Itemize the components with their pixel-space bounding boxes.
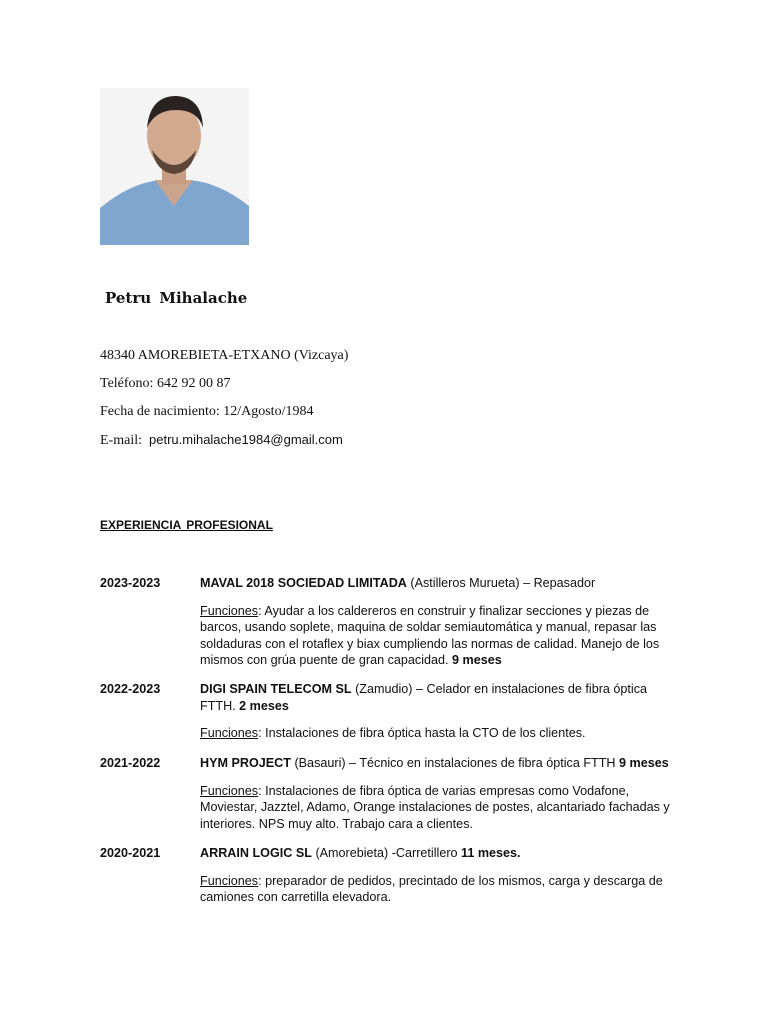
functions-text: : Instalaciones de fibra óptica de varias empresas como Vodafone, Moviestar, Jazztel, Adamo, Orange instalaciones de postes, alcantariado fachadas y interiores. NPS muy alto. Trabajo cara a clientes. (200, 783, 670, 831)
phone-line (100, 376, 230, 392)
job-header (200, 755, 680, 772)
job-duration: 11 meses. (461, 846, 521, 860)
email-label: E-mail: (100, 433, 142, 448)
birth-line (100, 404, 313, 420)
job-duration: 9 meses (619, 756, 669, 770)
functions-text: : preparador de pedidos, precintado de los mismos, carga y descarga de camiones con carretilla elevadora. (200, 873, 663, 904)
job-header (200, 681, 680, 714)
functions-duration: 9 meses (452, 653, 502, 667)
email-value: petru.mihalache1984@gmail.com (149, 432, 343, 447)
job-detail: (Amorebieta) -Carretillero (311, 846, 462, 860)
candidate-name: Petru Mihalache (105, 289, 248, 307)
job-functions (200, 603, 680, 669)
job-detail: (Astilleros Murueta) – Repasador (406, 576, 596, 590)
job-company: DIGI SPAIN TELECOM SL (200, 682, 352, 696)
job-header (200, 845, 680, 862)
functions-text: : Instalaciones de fibra óptica hasta la CTO de los clientes. (258, 726, 586, 740)
job-entry (100, 575, 680, 669)
job-years: 2023-2023 (100, 576, 161, 590)
functions-label: Funciones (200, 873, 259, 888)
job-detail: (Basauri) – Técnico en instalaciones de fibra óptica FTTH (290, 756, 620, 770)
job-years: 2022-2023 (100, 682, 161, 696)
functions-label: Funciones (200, 726, 259, 740)
job-entry (100, 681, 680, 742)
job-company: ARRAIN LOGIC SL (200, 846, 312, 860)
profile-photo (100, 88, 249, 245)
functions-text: : Ayudar a los caldereros en construir y finalizar secciones y piezas de barcos, usando soplete, maquina de soldar semiautomática y manual, repasar las soldaduras con el rotaflex y biax cumpliendo las normas de calidad. Manejo de los mismos con grúa puente de gran capacidad. (200, 603, 660, 667)
birth-label: Fecha de nacimiento: (100, 404, 220, 419)
birth-value: 12/Agosto/1984 (223, 404, 314, 419)
job-functions (200, 783, 680, 833)
job-functions (200, 873, 680, 906)
functions-label: Funciones (200, 783, 259, 798)
address: 48340 AMOREBIETA-ETXANO (Vizcaya) (100, 348, 349, 363)
job-header (200, 575, 680, 592)
email-line (100, 432, 343, 449)
person-photo-icon (100, 88, 249, 245)
phone-label: Teléfono: (100, 376, 154, 391)
job-entry (100, 755, 680, 832)
job-years: 2021-2022 (100, 756, 161, 770)
phone-value: 642 92 00 87 (156, 376, 231, 391)
job-entry (100, 845, 680, 906)
job-detail: (Zamudio) – Celador en instalaciones de fibra óptica FTTH. (200, 682, 648, 713)
job-company: MAVAL 2018 SOCIEDAD LIMITADA (200, 576, 407, 590)
job-company: HYM PROJECT (200, 756, 291, 770)
functions-label: Funciones (200, 603, 259, 618)
job-years: 2020-2021 (100, 846, 161, 860)
job-functions (200, 725, 680, 742)
section-title-experience: EXPERIENCIA PROFESIONAL (100, 518, 273, 532)
job-duration: 2 meses (239, 698, 289, 713)
